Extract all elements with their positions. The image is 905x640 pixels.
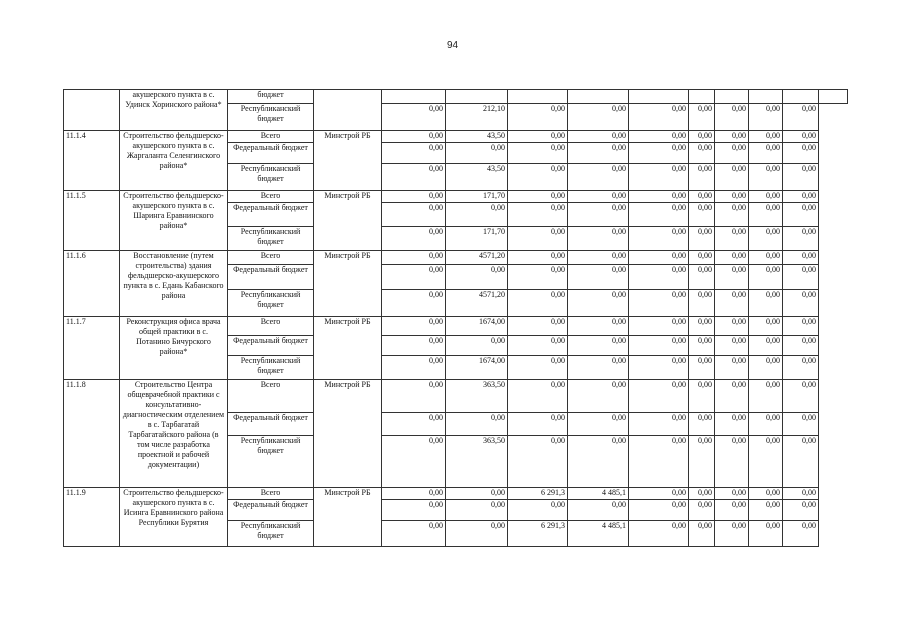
cell-value: 0,00 — [629, 265, 689, 290]
cell-value: 0,00 — [508, 265, 568, 290]
cell-value: 0,00 — [629, 436, 689, 488]
cell-value: 0,00 — [689, 290, 715, 317]
cell-value: 0,00 — [749, 143, 783, 164]
cell-source: Всего — [228, 251, 314, 265]
cell-value: 0,00 — [629, 380, 689, 413]
cell-value: 0,00 — [783, 500, 819, 521]
cell-value: 0,00 — [568, 164, 629, 191]
cell-value: 0,00 — [382, 488, 446, 500]
cell-value: 0,00 — [715, 191, 749, 203]
cell-source: Республиканский бюджет — [228, 104, 314, 131]
cell-value: 0,00 — [715, 131, 749, 143]
cell-value: 0,00 — [446, 265, 508, 290]
cell-source: Федеральный бюджет — [228, 203, 314, 227]
cell-value: 0,00 — [783, 290, 819, 317]
cell-value: 43,50 — [446, 164, 508, 191]
cell-source: Всего — [228, 317, 314, 336]
cell-value: 0,00 — [629, 251, 689, 265]
cell-value: 0,00 — [689, 203, 715, 227]
cell-value: 0,00 — [629, 227, 689, 251]
cell-value: 0,00 — [382, 191, 446, 203]
cell-empty — [689, 90, 715, 104]
cell-source: Федеральный бюджет — [228, 500, 314, 521]
cell-value: 0,00 — [508, 227, 568, 251]
cell-value: 363,50 — [446, 380, 508, 413]
cell-value: 0,00 — [749, 290, 783, 317]
cell-value: 0,00 — [749, 317, 783, 336]
cell-value: 0,00 — [689, 104, 715, 131]
cell-value: 0,00 — [689, 191, 715, 203]
page-number: 94 — [446, 40, 459, 51]
cell-value: 1674,00 — [446, 356, 508, 380]
cell-value: 0,00 — [508, 143, 568, 164]
cell-empty — [382, 90, 446, 104]
cell-value: 4571,20 — [446, 251, 508, 265]
cell-value: 0,00 — [689, 500, 715, 521]
cell-value: 363,50 — [446, 436, 508, 488]
cell-value: 0,00 — [629, 336, 689, 356]
cell-value: 0,00 — [629, 521, 689, 547]
cell-value: 0,00 — [689, 488, 715, 500]
cell-empty — [568, 90, 629, 104]
cell-value: 0,00 — [715, 336, 749, 356]
cell-code: 11.1.5 — [64, 191, 120, 251]
cell-source: Республиканский бюджет — [228, 521, 314, 547]
cell-name: акушерского пункта в с. Удинск Хоринского района* — [120, 90, 228, 131]
cell-value: 0,00 — [783, 227, 819, 251]
cell-code: 11.1.7 — [64, 317, 120, 380]
cell-value: 0,00 — [382, 380, 446, 413]
cell-value: 0,00 — [382, 265, 446, 290]
cell-value: 0,00 — [508, 191, 568, 203]
cell-source: Республиканский бюджет — [228, 164, 314, 191]
cell-value: 0,00 — [568, 265, 629, 290]
cell-value: 0,00 — [508, 203, 568, 227]
cell-value: 0,00 — [715, 356, 749, 380]
cell-value: 0,00 — [749, 164, 783, 191]
cell-value: 6 291,3 — [508, 521, 568, 547]
cell-value: 0,00 — [689, 164, 715, 191]
table-row — [64, 380, 848, 413]
cell-value: 0,00 — [629, 500, 689, 521]
cell-name: Строительство фельдшерско-акушерского пункта в с. Исинга Еравнинского района Республики Бурятия — [120, 488, 228, 547]
cell-value: 0,00 — [568, 104, 629, 131]
cell-value: 171,70 — [446, 191, 508, 203]
cell-executor — [314, 90, 382, 131]
cell-value: 0,00 — [508, 104, 568, 131]
cell-value: 0,00 — [568, 413, 629, 436]
cell-value: 0,00 — [689, 265, 715, 290]
cell-source: Республиканский бюджет — [228, 356, 314, 380]
cell-value: 0,00 — [689, 413, 715, 436]
cell-value: 0,00 — [382, 500, 446, 521]
cell-code: 11.1.9 — [64, 488, 120, 547]
cell-code: 11.1.4 — [64, 131, 120, 191]
cell-value: 0,00 — [382, 104, 446, 131]
cell-value: 0,00 — [715, 413, 749, 436]
cell-name: Строительство фельдшерско-акушерского пункта в с. Шаринга Еравнинского района* — [120, 191, 228, 251]
cell-value: 0,00 — [749, 203, 783, 227]
cell-value: 0,00 — [689, 317, 715, 336]
cell-value: 0,00 — [446, 336, 508, 356]
cell-executor: Минстрой РБ — [314, 131, 382, 191]
cell-value: 0,00 — [382, 436, 446, 488]
cell-value: 0,00 — [382, 227, 446, 251]
table-row — [64, 131, 848, 143]
cell-value: 0,00 — [749, 191, 783, 203]
cell-value: 0,00 — [783, 131, 819, 143]
cell-value: 4571,20 — [446, 290, 508, 317]
cell-value: 1674,00 — [446, 317, 508, 336]
cell-value: 0,00 — [783, 164, 819, 191]
cell-value: 0,00 — [749, 227, 783, 251]
cell-value: 0,00 — [508, 380, 568, 413]
cell-empty — [508, 90, 568, 104]
cell-value: 0,00 — [508, 436, 568, 488]
cell-value: 0,00 — [749, 104, 783, 131]
cell-value: 0,00 — [629, 488, 689, 500]
cell-value: 0,00 — [715, 164, 749, 191]
cell-value: 0,00 — [689, 251, 715, 265]
cell-name: Восстановление (путем строительства) здания фельдшерско-акушерского пункта в с. Едань Кабанского района — [120, 251, 228, 317]
cell-value: 0,00 — [715, 265, 749, 290]
cell-value: 0,00 — [382, 336, 446, 356]
cell-value: 0,00 — [783, 488, 819, 500]
table-row — [64, 488, 848, 500]
cell-value: 4 485,1 — [568, 521, 629, 547]
cell-value: 0,00 — [715, 203, 749, 227]
table-row — [64, 191, 848, 203]
table-row — [64, 251, 848, 265]
cell-value: 0,00 — [568, 251, 629, 265]
cell-value: 0,00 — [749, 251, 783, 265]
cell-value: 0,00 — [508, 251, 568, 265]
cell-value: 0,00 — [568, 227, 629, 251]
cell-code: 11.1.6 — [64, 251, 120, 317]
cell-value: 0,00 — [382, 143, 446, 164]
cell-source: Федеральный бюджет — [228, 143, 314, 164]
cell-value: 0,00 — [749, 500, 783, 521]
cell-value: 0,00 — [446, 500, 508, 521]
cell-value: 0,00 — [715, 227, 749, 251]
cell-value: 0,00 — [783, 521, 819, 547]
cell-value: 6 291,3 — [508, 488, 568, 500]
cell-empty — [783, 90, 819, 104]
cell-value: 0,00 — [508, 356, 568, 380]
cell-value: 0,00 — [629, 191, 689, 203]
cell-value: 0,00 — [783, 336, 819, 356]
cell-value: 0,00 — [508, 500, 568, 521]
cell-value: 0,00 — [783, 104, 819, 131]
cell-value: 0,00 — [382, 251, 446, 265]
cell-value: 0,00 — [749, 521, 783, 547]
cell-value: 0,00 — [715, 436, 749, 488]
cell-value: 0,00 — [629, 104, 689, 131]
cell-value: 0,00 — [689, 227, 715, 251]
cell-value: 0,00 — [382, 413, 446, 436]
cell-value: 0,00 — [568, 317, 629, 336]
cell-value: 0,00 — [783, 436, 819, 488]
cell-value: 0,00 — [783, 251, 819, 265]
cell-name: Строительство фельдшерско-акушерского пункта в с. Жаргаланта Селенгинского района* — [120, 131, 228, 191]
cell-value: 0,00 — [629, 356, 689, 380]
cell-value: 0,00 — [783, 380, 819, 413]
cell-source: Федеральный бюджет — [228, 413, 314, 436]
cell-value: 0,00 — [382, 356, 446, 380]
cell-source: Всего — [228, 131, 314, 143]
cell-value: 0,00 — [382, 521, 446, 547]
cell-value: 0,00 — [382, 203, 446, 227]
cell-value: 0,00 — [689, 521, 715, 547]
cell-value: 0,00 — [629, 290, 689, 317]
cell-value: 0,00 — [568, 191, 629, 203]
cell-value: 0,00 — [508, 164, 568, 191]
cell-value: 0,00 — [508, 336, 568, 356]
cell-value: 0,00 — [689, 356, 715, 380]
cell-value: 0,00 — [568, 380, 629, 413]
cell-value: 0,00 — [568, 203, 629, 227]
cell-value: 0,00 — [689, 436, 715, 488]
cell-value: 0,00 — [446, 143, 508, 164]
budget-table — [63, 89, 848, 547]
cell-value: 0,00 — [568, 336, 629, 356]
cell-value: 0,00 — [382, 290, 446, 317]
cell-executor: Минстрой РБ — [314, 251, 382, 317]
cell-value: 0,00 — [446, 488, 508, 500]
cell-value: 0,00 — [629, 143, 689, 164]
cell-value: 0,00 — [629, 164, 689, 191]
cell-value: 0,00 — [749, 336, 783, 356]
cell-source: Федеральный бюджет — [228, 336, 314, 356]
cell-source: Всего — [228, 380, 314, 413]
cell-source: Республиканский бюджет — [228, 227, 314, 251]
cell-value: 0,00 — [715, 380, 749, 413]
cell-value: 0,00 — [749, 265, 783, 290]
cell-value: 0,00 — [689, 380, 715, 413]
cell-value: 0,00 — [783, 143, 819, 164]
cell-value: 0,00 — [715, 290, 749, 317]
cell-name: Строительство Центра общеврачебной практики с консультативно-диагностическим отделением в с. Тарбагатай Тарбагатайского района (в том числе разработка проектной и рабочей документации) — [120, 380, 228, 488]
cell-value: 0,00 — [689, 336, 715, 356]
cell-code — [64, 90, 120, 131]
cell-value: 212,10 — [446, 104, 508, 131]
cell-value: 43,50 — [446, 131, 508, 143]
table-row — [64, 317, 848, 336]
cell-value: 0,00 — [749, 488, 783, 500]
cell-source: Республиканский бюджет — [228, 436, 314, 488]
cell-value: 0,00 — [715, 104, 749, 131]
cell-executor: Минстрой РБ — [314, 317, 382, 380]
cell-value: 0,00 — [629, 203, 689, 227]
cell-value: 0,00 — [508, 290, 568, 317]
cell-value: 0,00 — [749, 131, 783, 143]
cell-value: 0,00 — [508, 131, 568, 143]
cell-empty — [715, 90, 749, 104]
cell-value: 4 485,1 — [568, 488, 629, 500]
cell-value: 0,00 — [715, 251, 749, 265]
cell-value: 0,00 — [508, 317, 568, 336]
cell-value: 0,00 — [749, 436, 783, 488]
cell-value: 0,00 — [568, 143, 629, 164]
cell-value: 0,00 — [783, 203, 819, 227]
cell-value: 0,00 — [382, 317, 446, 336]
cell-value: 171,70 — [446, 227, 508, 251]
cell-source: Республиканский бюджет — [228, 290, 314, 317]
cell-empty — [819, 90, 848, 104]
cell-value: 0,00 — [749, 413, 783, 436]
cell-executor: Минстрой РБ — [314, 488, 382, 547]
cell-value: 0,00 — [568, 500, 629, 521]
cell-value: 0,00 — [568, 290, 629, 317]
cell-value: 0,00 — [382, 131, 446, 143]
cell-value: 0,00 — [629, 317, 689, 336]
cell-code: 11.1.8 — [64, 380, 120, 488]
cell-value: 0,00 — [715, 500, 749, 521]
cell-source: Всего — [228, 191, 314, 203]
cell-value: 0,00 — [749, 380, 783, 413]
cell-value: 0,00 — [568, 436, 629, 488]
cell-value: 0,00 — [446, 521, 508, 547]
cell-source: бюджет — [228, 90, 314, 104]
cell-value: 0,00 — [715, 317, 749, 336]
cell-value: 0,00 — [715, 488, 749, 500]
cell-value: 0,00 — [783, 191, 819, 203]
cell-value: 0,00 — [629, 413, 689, 436]
cell-value: 0,00 — [783, 317, 819, 336]
continuation-top-row — [64, 90, 848, 104]
cell-value: 0,00 — [783, 265, 819, 290]
cell-value: 0,00 — [629, 131, 689, 143]
cell-value: 0,00 — [446, 413, 508, 436]
cell-value: 0,00 — [689, 131, 715, 143]
cell-value: 0,00 — [382, 164, 446, 191]
cell-value: 0,00 — [715, 143, 749, 164]
cell-source: Федеральный бюджет — [228, 265, 314, 290]
cell-value: 0,00 — [508, 413, 568, 436]
cell-empty — [629, 90, 689, 104]
cell-executor: Минстрой РБ — [314, 191, 382, 251]
cell-value: 0,00 — [446, 203, 508, 227]
cell-value: 0,00 — [568, 131, 629, 143]
cell-value: 0,00 — [715, 521, 749, 547]
cell-source: Всего — [228, 488, 314, 500]
cell-executor: Минстрой РБ — [314, 380, 382, 488]
cell-name: Реконструкция офиса врача общей практики в с. Потанино Бичурского района* — [120, 317, 228, 380]
cell-value: 0,00 — [568, 356, 629, 380]
table-body — [64, 90, 848, 547]
cell-value: 0,00 — [783, 356, 819, 380]
cell-value: 0,00 — [689, 143, 715, 164]
cell-value: 0,00 — [749, 356, 783, 380]
cell-empty — [749, 90, 783, 104]
cell-value: 0,00 — [783, 413, 819, 436]
cell-empty — [446, 90, 508, 104]
